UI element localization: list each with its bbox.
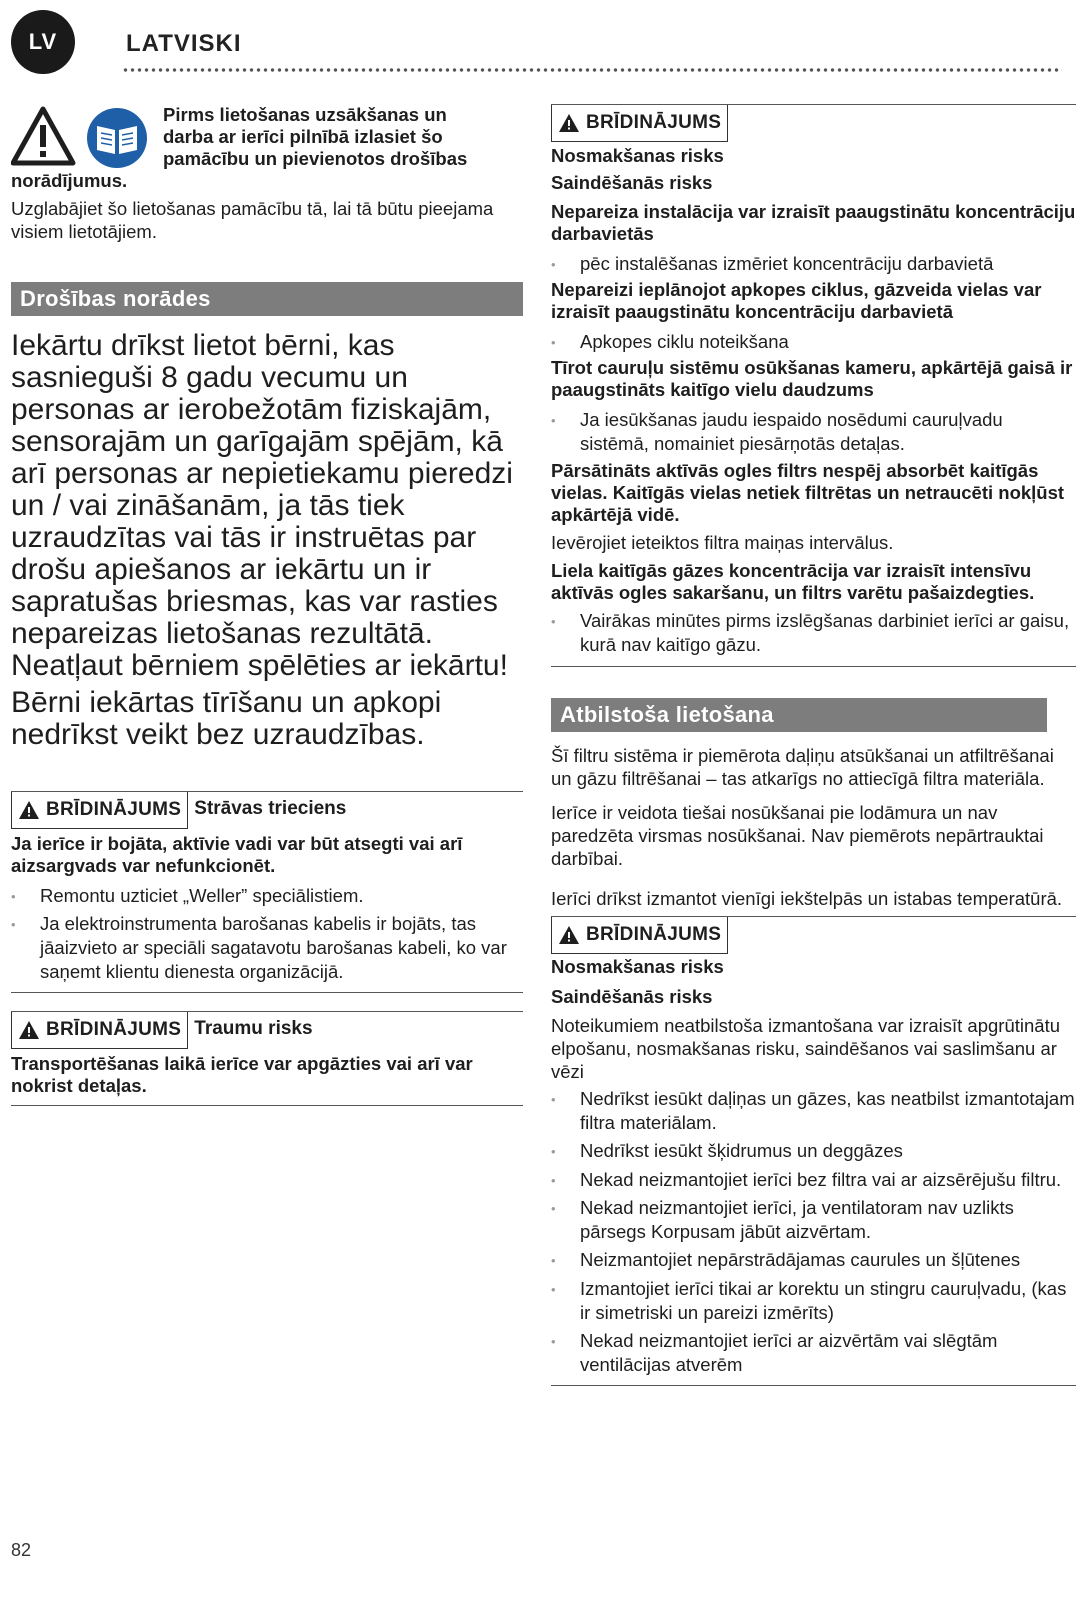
list-item: • Apkopes ciklu noteikšana [551, 330, 1076, 354]
safety-paragraph: Iekārtu drīkst lietot bērni, kas sasnieguši 8 gadu vecumu un personas ar ierobežotām fiziskajām, sensorajām un garīgajām spējām, kā arī personas ar nepietiekamu pieredzi un / vai zināšanām, ja tās tiek uzraudzītas vai tās ir instruētas par drošu apiešanos ar iekārtu un ir sapratušas briesmas, kas var rasties nepareizas lietošanas rezultātā. Neatļaut bērniem spēlēties ar iekārtu! [11, 329, 513, 682]
list-item: • Remontu uzticiet „Weller” speciālistiem. [11, 884, 523, 908]
language-badge [11, 10, 75, 74]
left-column [11, 104, 523, 1106]
warning-text: Pārsātināts aktīvās ogles filtrs nespēj absorbēt kaitīgās vielas. Kaitīgās vielas netiek filtrētas un netraucēti nokļūst apkārtējā vidē. [551, 460, 1065, 525]
safety-heading: Drošības norādes [11, 282, 523, 316]
warning-suffocation [551, 104, 1076, 667]
warning-title: Nosmakšanas risks [551, 145, 724, 166]
warning-triangle-icon [18, 1020, 40, 1040]
usage-paragraph: Ierīci drīkst izmantot vienīgi iekštelpās un istabas temperatūrā. [551, 888, 1063, 909]
warning-title: Saindēšanās risks [551, 986, 713, 1007]
intro-bold-line: Pirms lietošanas uzsākšanas un [163, 104, 447, 125]
list-item: • Ja iesūkšanas jaudu iespaido nosēdumi cauruļvadu sistēmā, nomainiet piesārņotās detaļas. [551, 408, 1076, 456]
warning-list [11, 884, 523, 984]
warning-triangle-icon [558, 925, 580, 945]
list-item: • Nekad neizmantojiet ierīci bez filtra vai ar aizsērējušu filtru. [551, 1168, 1076, 1192]
warning-title: Strāvas trieciens [194, 798, 347, 819]
warning-text: Transportēšanas laikā ierīce var apgāzties vai arī var nokrist detaļas. [11, 1053, 473, 1096]
usage-paragraph: Šī filtru sistēma ir piemērota daļiņu atsūkšanai un atfiltrēšanai un gāzu filtrēšanai – tas atkarīgs no attiecīgā filtra materiāla. [551, 745, 1054, 789]
warning-text: Nepareiza instalācija var izraisīt paaugstinātu koncentrāciju darbavietās [551, 201, 1076, 244]
warning-title: Nosmakšanas risks [551, 956, 724, 977]
read-manual-icon [87, 108, 147, 168]
usage-paragraph: Ierīce ir veidota tiešai nosūkšanai pie lodāmura un nav paredzēta virsmas nosūkšanai. Nav piemērots nepārtrauktai darbībai. [551, 802, 1044, 869]
list-item: • Izmantojiet ierīci tikai ar korektu un stingru cauruļvadu, (kas ir simetriski un pareizi izmērīts) [551, 1277, 1076, 1325]
dotted-divider [122, 66, 1062, 74]
warning-text: Ja ierīce ir bojāta, aktīvie vadi var būt atsegti vai arī aizsargvads var nefunkcionēt. [11, 833, 463, 876]
warning-triangle-icon [13, 109, 73, 163]
page-number: 82 [11, 1540, 32, 1560]
warning-label: BRĪDINĀJUMS [11, 1012, 188, 1049]
list-item: • Vairākas minūtes pirms izslēgšanas darbiniet ierīci ar gaisu, kurā nav kaitīgo gāzu. [551, 609, 1076, 657]
list-item: • Neizmantojiet nepārstrādājamas caurules un šļūtenes [551, 1248, 1076, 1272]
warning-triangle-icon [18, 800, 40, 820]
warning-label: BRĪDINĀJUMS [551, 105, 728, 142]
warning-label: BRĪDINĀJUMS [11, 792, 188, 829]
list-item: • pēc instalēšanas izmēriet koncentrāciju darbavietā [551, 252, 1076, 276]
intro-bold-line: darba ar ierīci pilnībā izlasiet šo [163, 126, 443, 147]
usage-heading: Atbilstoša lietošana [551, 698, 1047, 732]
warning-electric-shock [11, 791, 523, 993]
intro-bold-line: pamācību un pievienotos drošības [163, 148, 468, 169]
warning-list [551, 330, 1076, 354]
list-item: • Nedrīkst iesūkt šķidrumus un deggāzes [551, 1139, 1076, 1163]
warning-text: Liela kaitīgās gāzes koncentrācija var izraisīt intensīvu aktīvās ogles sakaršanu, un filtrs varētu pašaizdegties. [551, 560, 1035, 603]
language-code: LV [28, 29, 58, 54]
warning-list [551, 1087, 1076, 1377]
language-title: LATVISKI [126, 30, 242, 57]
warning-list [551, 408, 1076, 456]
warning-note: Ievērojiet ieteiktos filtra maiņas intervālus. [551, 532, 894, 553]
warning-text: Nepareizi ieplānojot apkopes ciklus, gāzveida vielas var izraisīt paaugstinātu koncentrāciju darbavietā [551, 279, 1042, 322]
warning-and-manual-icons [11, 106, 161, 176]
intro-bold-line: norādījumus. [11, 170, 128, 191]
list-item: • Nekad neizmantojiet ierīci, ja ventilatoram nav uzlikts pārsegs Korpusam jābūt aizvērtam. [551, 1196, 1076, 1244]
warning-text: Tīrot cauruļu sistēmu osūkšanas kameru, apkārtējā gaisā ir paaugstināts kaitīgo vielu daudzums [551, 357, 1073, 400]
safety-paragraph: Bērni iekārtas tīrīšanu un apkopi nedrīkst veikt bez uzraudzības. [11, 686, 442, 751]
intro-text: Uzglabājiet šo lietošanas pamācību tā, lai tā būtu pieejama visiem lietotājiem. [11, 198, 494, 242]
warning-injury [11, 1011, 523, 1106]
list-item: • Nedrīkst iesūkt daļiņas un gāzes, kas neatbilst izmantotajam filtra materiālam. [551, 1087, 1076, 1135]
warning-title: Saindēšanās risks [551, 172, 713, 193]
warning-label: BRĪDINĀJUMS [551, 917, 728, 954]
intro-section [11, 104, 523, 243]
warning-misuse [551, 916, 1076, 1386]
warning-list [551, 609, 1076, 657]
warning-title: Traumu risks [194, 1018, 313, 1039]
right-column [551, 104, 1076, 1386]
list-item: • Ja elektroinstrumenta barošanas kabelis ir bojāts, tas jāaizvieto ar speciāli sagatavotu barošanas kabeli, ko var saņemt klientu dienesta organizācijā. [11, 912, 523, 984]
warning-triangle-icon [558, 113, 580, 133]
list-item: • Nekad neizmantojiet ierīci ar aizvērtām vai slēgtām ventilācijas atverēm [551, 1329, 1076, 1377]
warning-list [551, 252, 1076, 276]
warning-text: Noteikumiem neatbilstoša izmantošana var izraisīt apgrūtinātu elpošanu, nosmakšanas risku, saindēšanos vai saslimšanu ar vēzi [551, 1015, 1060, 1082]
